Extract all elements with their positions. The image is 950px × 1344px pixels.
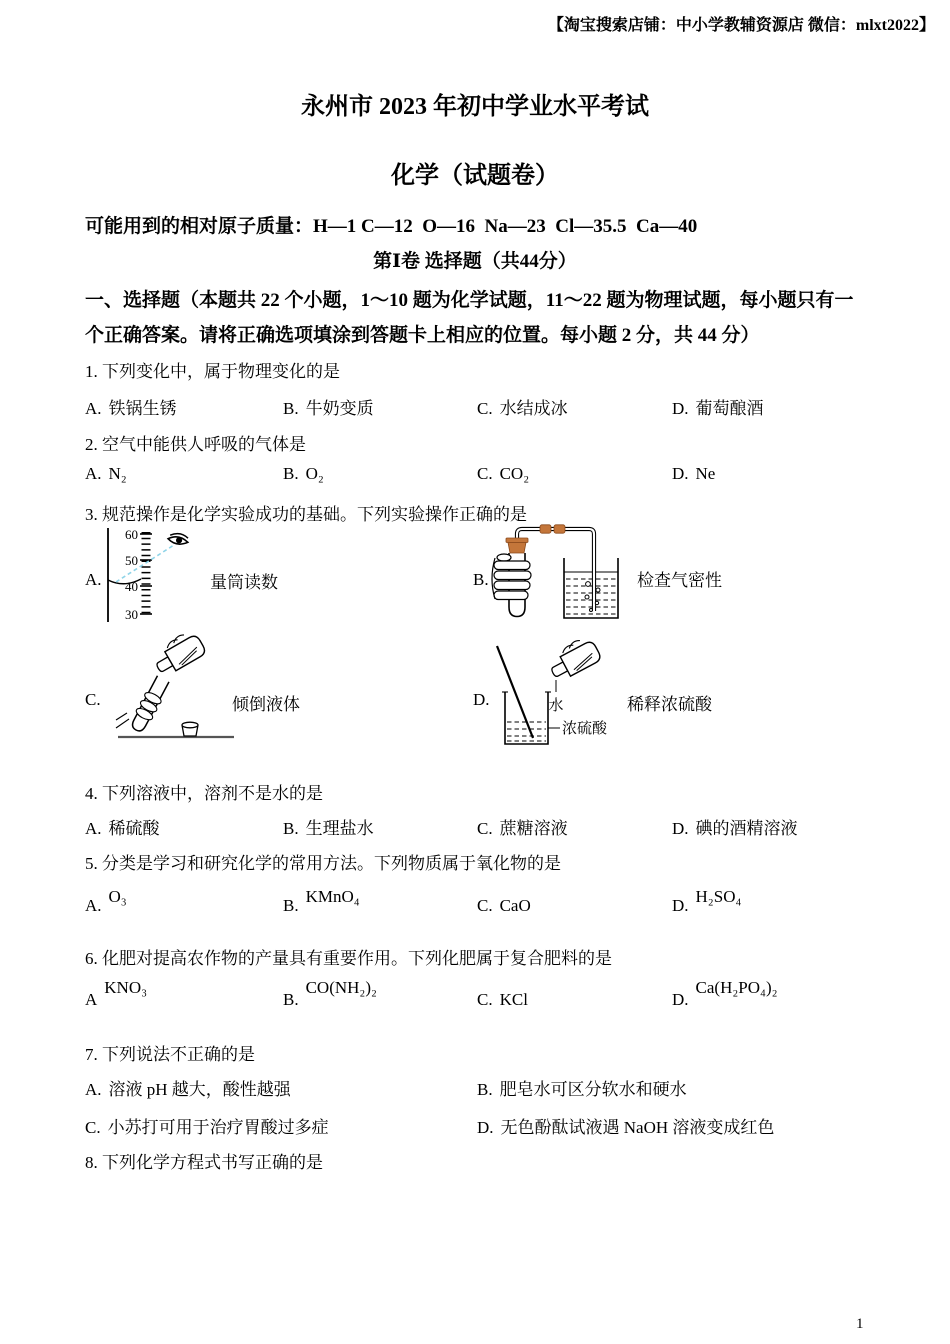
option-text: 碘的酒精溶液 [695,819,798,838]
q8-stem: 8. 下列化学方程式书写正确的是 [85,1153,323,1172]
section1-intro-line2: 个正确答案。请将正确选项填涂到答题卡上相应的位置。每小题 2 分，共 44 分） [85,325,760,346]
q3-diagram-c-caption: 倾倒液体 [232,695,300,714]
q1-stem: 1. 下列变化中，属于物理变化的是 [85,362,340,381]
hand-icon [492,554,531,600]
q4-options [0,814,950,840]
q6-options [0,978,950,1016]
q1-option-d [672,394,764,419]
header-note: 【淘宝搜索店铺：中小学教辅资源店 微信：mlxt2022】 [547,17,935,34]
option-text: O₂ [305,464,324,483]
q1-options [0,394,950,420]
exam-subtitle: 化学（试题卷） [391,163,559,189]
q3-diagram-a-caption: 量筒读数 [210,573,278,592]
q7-option-b [477,1075,687,1100]
cork-stopper [182,722,198,736]
option-label: C. [477,896,493,915]
q1-option-b [283,394,374,419]
option-text: 小苏打可用于治疗胃酸过多症 [107,1118,329,1137]
reagent-bottle-icon [149,628,207,678]
option-label: D. [672,464,689,483]
q2-options [0,464,950,490]
rubber-connector [554,525,565,533]
q3-stem: 3. 规范操作是化学实验成功的基础。下列实验操作正确的是 [85,505,527,524]
graduated-cylinder-diagram [102,524,202,629]
option-label: C. [477,990,493,1009]
dilute-acid-diagram [494,632,624,747]
option-text: H₂SO₄ [695,887,742,906]
option-label: C. [477,399,493,418]
q2-stem: 2. 空气中能供人呼吸的气体是 [85,435,306,454]
option-label: A. [85,1080,102,1099]
option-text: Ca(H₂PO₄)₂ [695,978,778,997]
option-label: A. [85,819,102,838]
q2-option-a [85,464,127,484]
airtightness-check-diagram [492,524,627,624]
q2-option-b [283,464,324,484]
page-number: 1 [856,1316,864,1332]
option-label: D. [672,990,689,1009]
q5-stem: 5. 分类是学习和研究化学的常用方法。下列物质属于氧化物的是 [85,854,561,873]
q4-option-b [283,814,374,839]
option-label: A [85,990,98,1009]
option-label: C. [477,819,493,838]
q6-option-d [672,978,778,1010]
q6-option-b [283,978,377,1010]
option-text: N₂ [108,464,127,483]
rubber-stopper [506,538,528,553]
rubber-connector [540,525,551,533]
section1-intro-line1: 一、选择题（本题共 22 个小题，1～10 题为化学试题，11～22 题为物理试题，每小题只有一 [85,290,854,311]
glass-tube-inner [517,529,594,611]
option-text: 葡萄酿酒 [695,399,764,418]
q7-option-a [85,1075,291,1100]
option-label: A. [85,399,102,418]
option-text: CO(NH₂)₂ [305,978,377,997]
q5-option-c [477,896,531,916]
q5-option-a [85,887,127,916]
q4-option-c [477,814,568,839]
q4-option-a [85,814,160,839]
q1-option-a [85,394,177,419]
beaker-icon [502,692,551,744]
q3-diagram-b-caption: 检查气密性 [637,571,722,590]
option-text: 水结成冰 [499,399,568,418]
option-text: CaO [499,896,531,915]
option-text: 铁锅生锈 [108,399,177,418]
q3-diagram-c-label: C. [85,690,101,709]
atomic-mass-note: 可能用到的相对原子质量：H—1 C—12 O—16 Na—23 Cl—35.5 Ca—40 [85,216,698,237]
acid-label: 浓硫酸 [562,721,608,737]
option-text: Ne [695,464,716,483]
option-text: KNO₃ [104,978,148,997]
option-label: B. [477,1080,493,1099]
q1-option-c [477,394,568,419]
q7-options-row1 [0,1075,950,1101]
q4-option-d [672,814,798,839]
q3-diagram-a-label: A. [85,570,102,589]
option-label: C. [477,464,493,483]
option-text: 无色酚酞试液遇 NaOH 溶液变成红色 [500,1118,775,1137]
q7-stem: 7. 下列说法不正确的是 [85,1045,255,1064]
glass-tube [517,529,594,611]
option-label: A. [85,896,102,915]
q6-option-a [85,978,148,1010]
q7-option-c [85,1113,329,1138]
option-text: 溶液 pH 越大，酸性越强 [108,1080,291,1099]
pouring-liquid-diagram [116,642,236,742]
q6-stem: 6. 化肥对提高农作物的产量具有重要作用。下列化肥属于复合肥料的是 [85,949,612,968]
q3-diagram-d-label: D. [473,690,490,709]
q2-option-d [672,464,715,484]
q7-options-row2 [0,1113,950,1139]
tilted-test-tube [128,675,171,735]
option-text: KCl [499,990,528,1009]
exam-title: 永州市 2023 年初中学业水平考试 [301,94,649,120]
water-label: 水 [548,698,564,714]
arm-lines [116,713,129,728]
option-label: B. [283,990,299,1009]
option-label: B. [283,464,299,483]
option-label: C. [85,1118,101,1137]
q4-stem: 4. 下列溶液中，溶剂不是水的是 [85,784,323,803]
option-label: A. [85,464,102,483]
q2-option-c [477,464,529,484]
q5-option-b [283,887,360,916]
option-text: CO₂ [499,464,530,483]
option-label: D. [672,896,689,915]
q5-option-d [672,887,742,916]
option-text: 牛奶变质 [305,399,374,418]
option-label: D. [672,399,689,418]
option-text: KMnO₄ [305,887,360,906]
water-bottle-icon [545,634,603,683]
q3-diagram-d-caption: 稀释浓硫酸 [627,695,712,714]
option-label: B. [283,819,299,838]
q7-option-d [477,1113,774,1138]
scale-30: 30 [125,607,138,622]
scale-40: 40 [125,579,138,594]
option-label: B. [283,399,299,418]
q5-options [0,887,950,922]
option-text: 稀硫酸 [108,819,160,838]
option-text: 蔗糖溶液 [499,819,568,838]
scale-50: 50 [125,553,138,568]
option-label: D. [477,1118,494,1137]
option-text: 肥皂水可区分软水和硬水 [499,1080,687,1099]
option-label: B. [283,896,299,915]
q6-option-c [477,990,528,1010]
acid-dashes [507,722,546,741]
option-text: O₃ [108,887,127,906]
option-text: 生理盐水 [305,819,374,838]
scale-60: 60 [125,527,138,542]
option-label: D. [672,819,689,838]
q3-diagram-b-label: B. [473,570,489,589]
eye-icon [167,531,189,547]
part1-heading: 第Ⅰ卷 选择题（共44分） [373,251,577,272]
